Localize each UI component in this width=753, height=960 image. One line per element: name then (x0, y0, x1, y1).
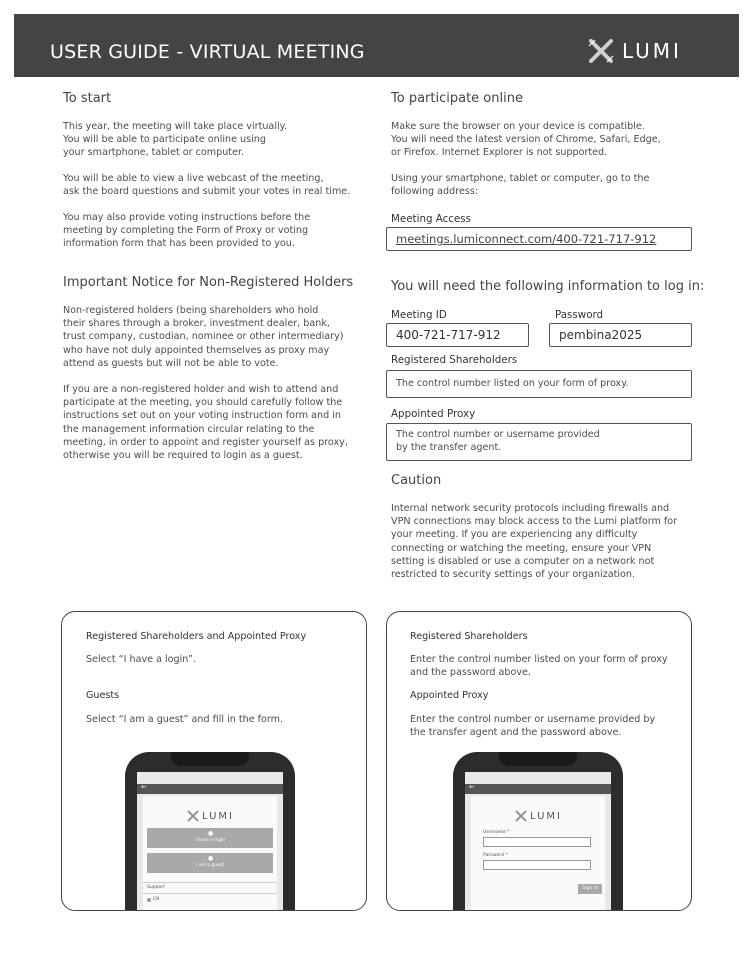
password-field-label: Password * (483, 853, 508, 858)
header-bar (14, 14, 739, 77)
appointed-proxy-label: Appointed Proxy (391, 408, 476, 420)
support-link[interactable]: Support (147, 885, 165, 890)
username-field[interactable] (483, 837, 591, 847)
password-label: Password (555, 309, 604, 321)
sign-in-label: Sign In (582, 886, 598, 891)
guest-label: I am a guest (195, 863, 225, 868)
phone-logo (515, 810, 562, 822)
registered-shareholders-label: Registered Shareholders (391, 354, 518, 366)
start-paragraph-1: This year, the meeting will take place virtually. You will be able to participate online using your smartphone, tablet or computer. (63, 121, 288, 159)
have-login-label: I have a login (194, 838, 226, 843)
logo-text: LUMI (622, 39, 682, 63)
password-field[interactable] (483, 860, 591, 870)
meeting-id-value: 400-721-717-912 (396, 328, 501, 342)
notice-heading: Important Notice for Non-Registered Holders (63, 275, 354, 290)
phone-logo-text: LUMI (202, 810, 234, 822)
notice-paragraph-2: If you are a non-registered holder and wish to attend and participate at the meeting, you should carefully follow the instructions set out on your voting instruction form and in the management information circular relating to the meeting, in order to appoint and register yourself as proxy, otherwise you will be required to login as a guest. (63, 384, 348, 462)
phone-divider-2 (143, 893, 277, 894)
card-login-credentials (386, 611, 692, 911)
phone-logo-text: LUMI (530, 810, 562, 822)
phone-mockup-login (125, 752, 295, 911)
phone-notch (499, 752, 577, 766)
sign-in-button[interactable] (578, 884, 602, 894)
participate-paragraph-2: Using your smartphone, tablet or computer, go to the following address: (391, 173, 650, 198)
participate-heading: To participate online (391, 91, 523, 106)
card-right-title-2: Appointed Proxy (410, 690, 489, 701)
start-paragraph-3: You may also provide voting instructions before the meeting by completing the Form of Proxy or voting information form that has been provided to you. (63, 212, 311, 250)
meeting-access-label: Meeting Access (391, 213, 472, 225)
card-login-options (61, 611, 367, 911)
username-label: Username * (483, 830, 510, 835)
phone-mockup-signin (453, 752, 623, 911)
guest-button[interactable] (147, 853, 273, 873)
login-user-icon: ● (208, 830, 214, 837)
phone-screen (137, 772, 283, 911)
start-heading: To start (63, 91, 112, 106)
phone-logo (187, 810, 234, 822)
guest-user-icon: ● (208, 855, 214, 862)
meeting-access-link[interactable]: meetings.lumiconnect.com/400-721-717-912 (396, 232, 657, 246)
card-right-text-1: Enter the control number listed on your form of proxy and the password above. (410, 654, 668, 678)
card-right-title-1: Registered Shareholders (410, 631, 528, 642)
lumi-logo (586, 36, 682, 66)
back-arrow-icon[interactable]: ← (141, 783, 147, 791)
page-title: USER GUIDE - VIRTUAL MEETING (50, 41, 365, 63)
card-left-title-2: Guests (86, 690, 120, 701)
password-value: pembina2025 (559, 328, 643, 342)
language-option[interactable]: EN (153, 897, 160, 902)
phone-top-bar (465, 784, 611, 794)
back-arrow-icon[interactable]: ← (469, 783, 475, 791)
caution-heading: Caution (391, 473, 442, 488)
caution-text: Internal network security protocols including firewalls and VPN connections may block access to the Lumi platform for your meeting. If you are experiencing any difficulty connecting or watching the meeting, ensure your VPN setting is disabled or use a computer on a network not restricted to security settings of your organization. (391, 503, 678, 581)
appointed-proxy-text: The control number or username provided by the transfer agent. (396, 429, 600, 453)
have-login-button[interactable] (147, 828, 273, 848)
phone-panel (143, 796, 277, 911)
lumi-x-icon (586, 36, 616, 66)
card-right-text-2: Enter the control number or username provided by the transfer agent and the password above. (410, 714, 656, 738)
participate-paragraph-1: Make sure the browser on your device is compatible. You will need the latest version of Chrome, Safari, Edge, or Firefox. Internet Explorer is not supported. (391, 121, 661, 159)
phone-panel (471, 796, 605, 911)
phone-notch (171, 752, 249, 766)
meeting-id-label: Meeting ID (391, 309, 447, 321)
phone-divider (143, 882, 277, 883)
language-radio-icon[interactable] (147, 898, 151, 902)
login-info-heading: You will need the following information to log in: (391, 279, 705, 294)
card-left-text-2: Select “I am a guest” and fill in the form. (86, 714, 284, 725)
lumi-x-icon (515, 810, 527, 822)
card-left-text-1: Select “I have a login”. (86, 654, 196, 665)
lumi-x-icon (187, 810, 199, 822)
card-left-title-1: Registered Shareholders and Appointed Proxy (86, 631, 307, 642)
phone-screen (465, 772, 611, 911)
registered-shareholders-text: The control number listed on your form of proxy. (396, 378, 629, 389)
start-paragraph-2: You will be able to view a live webcast of the meeting, ask the board questions and submit your votes in real time. (63, 173, 351, 198)
phone-top-bar (137, 784, 283, 794)
notice-paragraph-1: Non-registered holders (being shareholders who hold their shares through a broker, investment dealer, bank, trust company, custodian, nominee or other intermediary) who have not duly appointed themselves as proxy may attend as guests but will not be able to vote. (63, 305, 344, 369)
